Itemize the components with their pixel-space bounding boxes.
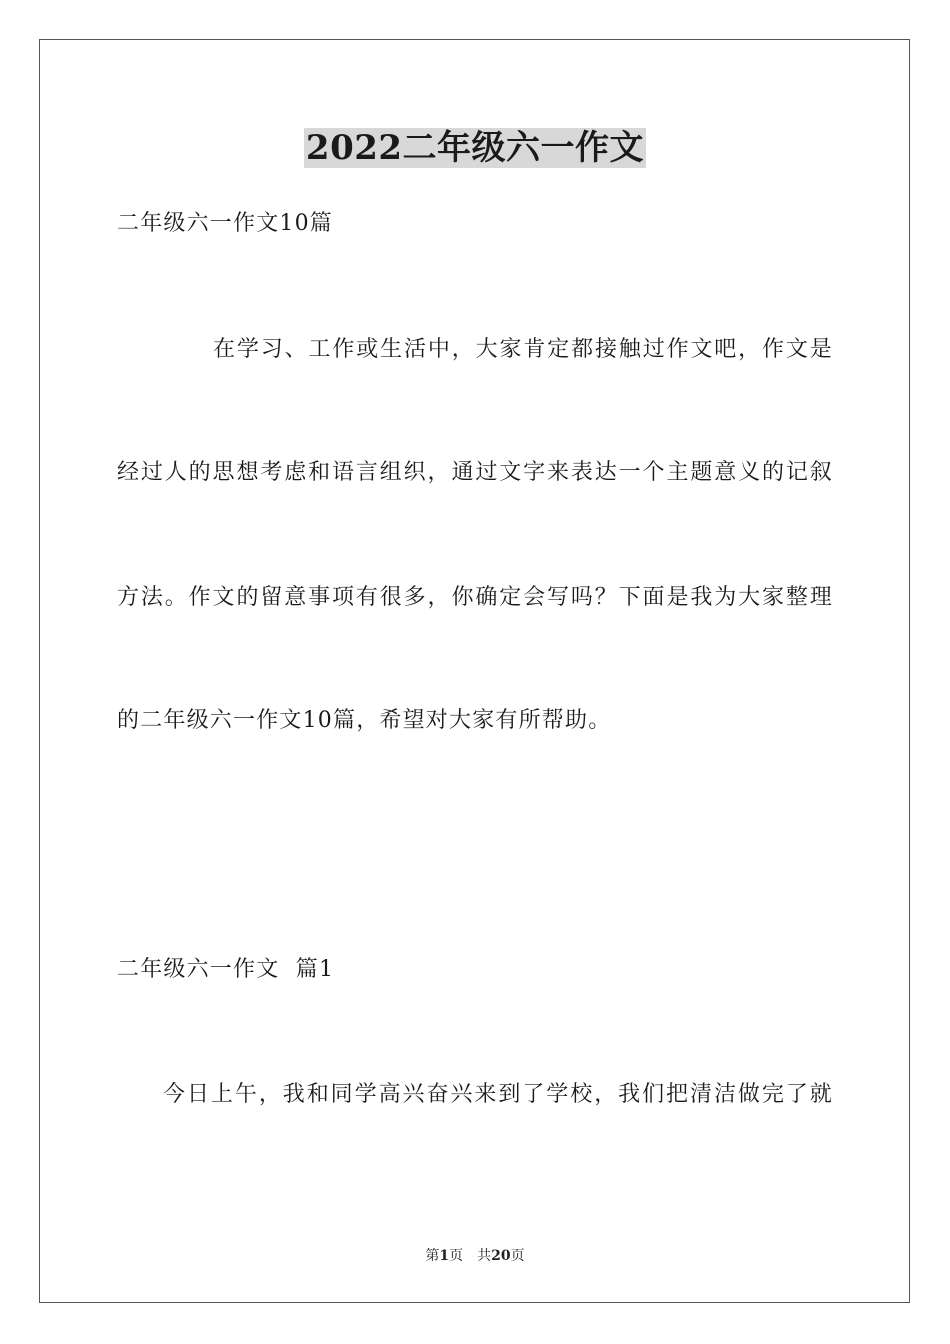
document-title-text: 2022二年级六一作文 [305, 128, 645, 168]
page-number-prefix: 第 [425, 1248, 440, 1264]
intro-paragraph-line-4: 的二年级六一作文10篇，希望对大家有所帮助。 [117, 708, 612, 733]
section-paragraph-line-1: 今日上午，我和同学高兴奋兴来到了学校，我们把清洁做完了就 [163, 1082, 833, 1107]
page-total-suffix: 页 [510, 1248, 525, 1264]
page-number-suffix: 页 [449, 1248, 464, 1264]
document-title [0, 126, 950, 170]
page-total-prefix: 共 [477, 1248, 492, 1264]
page-number-current: 1 [439, 1248, 450, 1264]
intro-paragraph-line-2: 经过人的思想考虑和语言组织，通过文字来表达一个主题意义的记叙 [117, 460, 833, 485]
page-total-count: 20 [491, 1248, 511, 1264]
intro-paragraph-line-1: 在学习、工作或生活中，大家肯定都接触过作文吧，作文是 [213, 337, 833, 362]
section-heading: 二年级六一作文 篇1 [117, 957, 335, 982]
page-footer [0, 1246, 950, 1266]
intro-paragraph-line-3: 方法。作文的留意事项有很多，你确定会写吗？下面是我为大家整理 [117, 585, 833, 610]
document-subtitle: 二年级六一作文10篇 [117, 211, 333, 236]
